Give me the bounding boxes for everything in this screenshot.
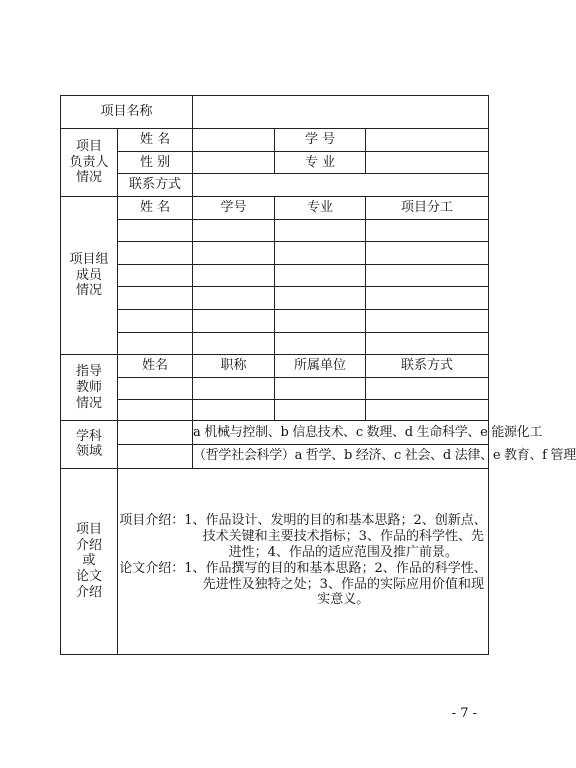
member-cell[interactable] [366,310,489,333]
leader-name-label: 姓 名 [118,128,193,151]
subject-section-text: 学科 领域 [75,428,102,460]
member-cell[interactable] [118,242,193,265]
member-row [61,332,489,355]
member-cell[interactable] [118,219,193,242]
members-header-student-id: 学号 [193,196,275,219]
leader-major-input[interactable] [366,151,489,174]
member-cell[interactable] [193,310,275,333]
advisor-cell[interactable] [275,377,366,399]
leader-student-id-input[interactable] [366,128,489,151]
member-cell[interactable] [118,264,193,287]
advisor-section-label [61,355,118,421]
members-header-name: 姓 名 [118,196,193,219]
member-cell[interactable] [193,219,275,242]
member-cell[interactable] [275,310,366,333]
subject-social-options: （哲学社会科学）a 哲学、b 经济、c 社会、d 法律、e 教育、f 管理 [193,444,489,468]
advisor-cell[interactable] [366,377,489,399]
leader-section-text: 项目 负责人 情况 [69,139,109,186]
member-cell[interactable] [118,310,193,333]
member-cell[interactable] [275,219,366,242]
member-cell[interactable] [366,264,489,287]
advisor-header-unit: 所属单位 [275,355,366,378]
intro-section-label [61,468,118,654]
leader-student-id-label: 学 号 [275,128,366,151]
member-row [61,310,489,333]
advisor-cell[interactable] [193,377,275,399]
member-cell[interactable] [193,287,275,310]
members-header-role: 项目分工 [366,196,489,219]
member-cell[interactable] [193,242,275,265]
members-header-major: 专业 [275,196,366,219]
member-cell[interactable] [193,332,275,355]
subject-natural-options: a 机械与控制、b 信息技术、c 数理、d 生命科学、e 能源化工 [193,421,489,445]
advisor-row [61,399,489,421]
advisor-header-name: 姓名 [118,355,193,378]
member-cell[interactable] [118,332,193,355]
leader-gender-label: 性 别 [118,151,193,174]
advisor-cell[interactable] [193,399,275,421]
project-name-input[interactable] [193,96,489,129]
subject-checkbox-natural[interactable] [118,421,193,445]
advisor-cell[interactable] [118,399,193,421]
intro-section-text: 项目 介绍 或 论文 介绍 [75,522,102,600]
members-section-text: 项目组 成员 情况 [69,252,109,299]
leader-contact-input[interactable] [193,174,489,197]
project-intro-note: 项目介绍：1、作品设计、发明的目的和基本思路；2、创新点、技术关键和主要技术指标；3、作品的科学性、先进性；4、作品的适应范围及推广前景。 [119,513,487,560]
leader-name-input[interactable] [193,128,275,151]
member-row [61,287,489,310]
project-name-label: 项目名称 [61,96,193,129]
member-cell[interactable] [118,287,193,310]
leader-contact-label: 联系方式 [118,174,193,197]
leader-section-label [61,128,118,196]
member-row [61,264,489,287]
advisor-row [61,377,489,399]
advisor-section-text: 指导 教师 情况 [75,364,102,411]
member-cell[interactable] [366,332,489,355]
intro-textarea[interactable] [118,468,489,654]
subject-checkbox-social[interactable] [118,444,193,468]
member-cell[interactable] [193,264,275,287]
advisor-cell[interactable] [118,377,193,399]
leader-major-label: 专 业 [275,151,366,174]
advisor-header-title: 职称 [193,355,275,378]
subject-section-label [61,421,118,468]
member-cell[interactable] [275,287,366,310]
advisor-header-contact: 联系方式 [366,355,489,378]
member-row [61,219,489,242]
member-cell[interactable] [366,219,489,242]
member-cell[interactable] [275,264,366,287]
page-number: - 7 - [451,706,477,721]
member-cell[interactable] [366,287,489,310]
leader-gender-input[interactable] [193,151,275,174]
member-cell[interactable] [366,242,489,265]
advisor-cell[interactable] [366,399,489,421]
member-cell[interactable] [275,332,366,355]
paper-intro-note: 论文介绍：1、作品撰写的目的和基本思路；2、作品的科学性、先进性及独特之处；3、作品的实际应用价值和现实意义。 [119,561,487,608]
member-cell[interactable] [275,242,366,265]
member-row [61,242,489,265]
application-form-table [60,95,576,655]
members-section-label [61,196,118,354]
advisor-cell[interactable] [275,399,366,421]
